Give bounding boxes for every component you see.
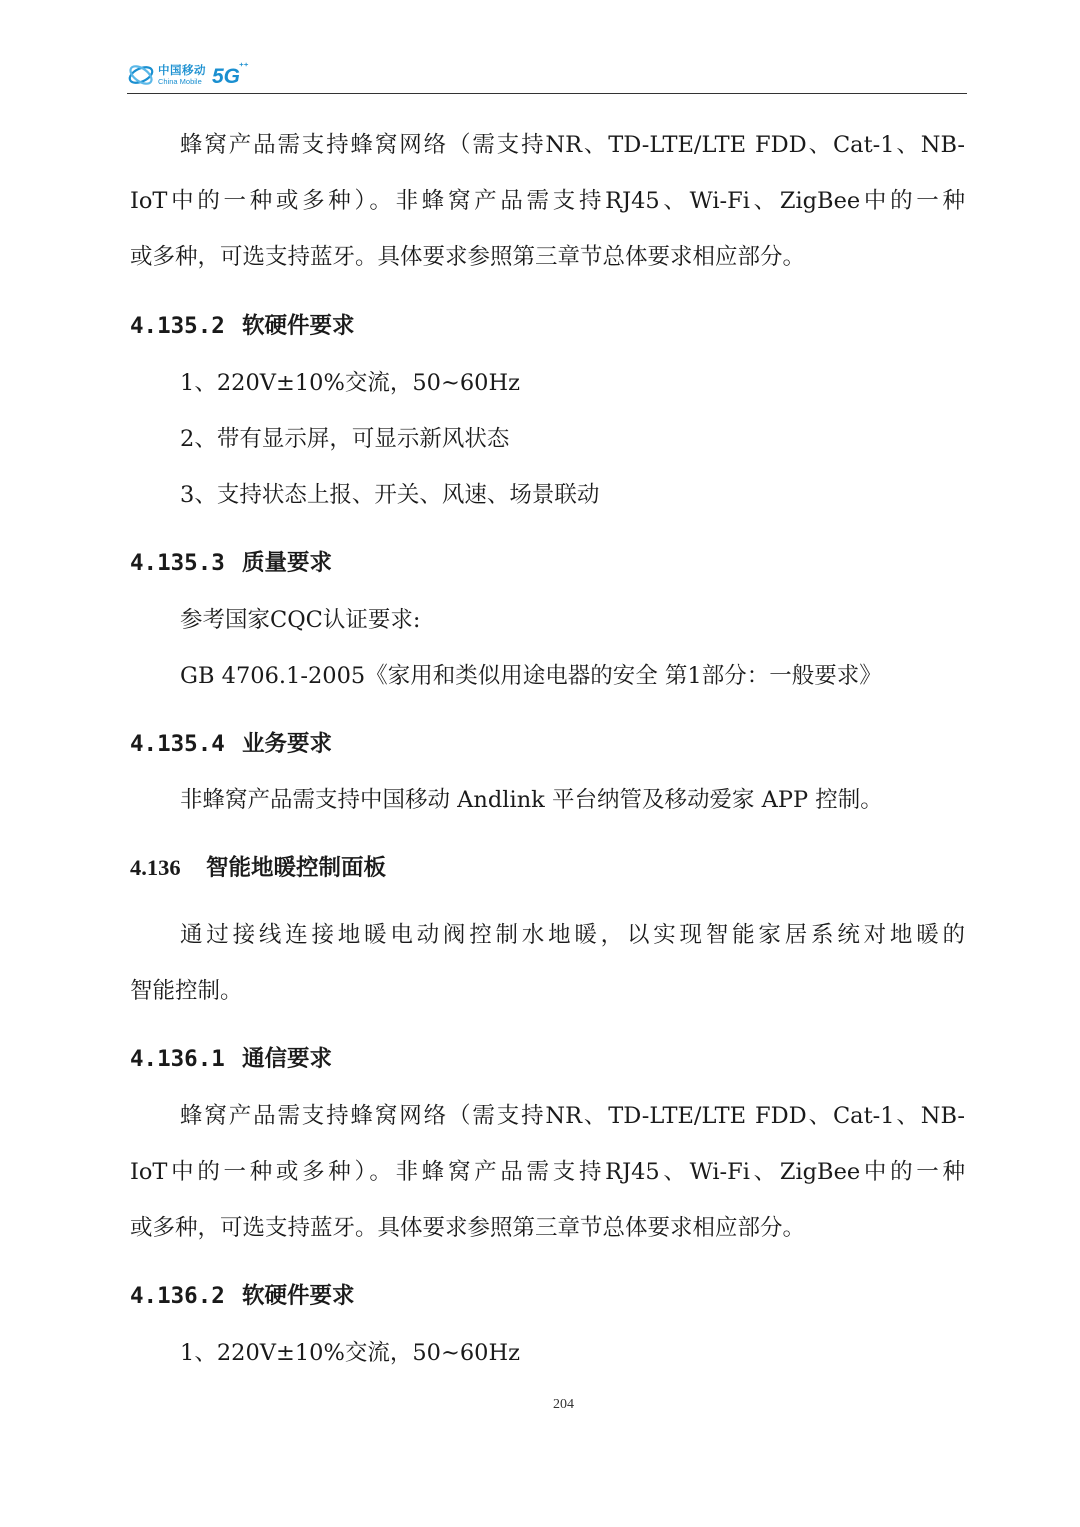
section-title: 通信要求 bbox=[242, 1046, 333, 1072]
list-item: 1、220V±10%交流，50~60Hz bbox=[180, 370, 520, 396]
header-divider bbox=[127, 93, 967, 94]
section-title: 质量要求 bbox=[242, 550, 333, 576]
section-number: 4.135.4 bbox=[130, 731, 225, 757]
list-item: 1、220V±10%交流，50~60Hz bbox=[180, 1340, 520, 1366]
china-mobile-mark-icon bbox=[127, 61, 155, 89]
section-heading-4-136-1 bbox=[130, 1044, 332, 1074]
logo-5g-plus: ⁺⁺ bbox=[239, 60, 249, 71]
paragraph-line: 智能控制。 bbox=[130, 978, 243, 1004]
section-title: 智能地暖控制面板 bbox=[206, 855, 387, 881]
china-mobile-logo bbox=[127, 58, 250, 92]
section-heading-4-136 bbox=[130, 853, 386, 883]
logo-5g-mark: 5G bbox=[212, 65, 241, 88]
logo-chinese-name: 中国移动 bbox=[158, 62, 206, 77]
section-title: 软硬件要求 bbox=[242, 1283, 355, 1309]
paragraph-line: GB 4706.1-2005《家用和类似用途电器的安全 第1部分：一般要求》 bbox=[180, 663, 882, 689]
logo-english-name: China Mobile bbox=[158, 77, 202, 86]
section-title: 业务要求 bbox=[242, 731, 333, 757]
section-number: 4.136.1 bbox=[130, 1046, 225, 1072]
section-title: 软硬件要求 bbox=[242, 313, 355, 339]
section-heading-4-135-3 bbox=[130, 548, 332, 578]
list-item: 2、带有显示屏，可显示新风状态 bbox=[180, 426, 510, 452]
paragraph-line: IoT中的一种或多种）。非蜂窝产品需支持RJ45、Wi-Fi、ZigBee中的一种 bbox=[130, 1159, 965, 1185]
section-number: 4.135.2 bbox=[130, 313, 225, 339]
paragraph-line: 通过接线连接地暖电动阀控制水地暖，以实现智能家居系统对地暖的 bbox=[180, 922, 965, 948]
paragraph-line: 蜂窝产品需支持蜂窝网络（需支持NR、TD-LTE/LTE FDD、Cat-1、NB- bbox=[180, 132, 965, 158]
section-number: 4.135.3 bbox=[130, 550, 225, 576]
paragraph-line: 或多种，可选支持蓝牙。具体要求参照第三章节总体要求相应部分。 bbox=[130, 244, 806, 270]
page-header bbox=[127, 58, 967, 94]
page-number: 204 bbox=[553, 1397, 574, 1412]
section-heading-4-135-2 bbox=[130, 311, 355, 341]
paragraph-line: 非蜂窝产品需支持中国移动 Andlink 平台纳管及移动爱家 APP 控制。 bbox=[180, 787, 883, 813]
section-heading-4-135-4 bbox=[130, 729, 332, 759]
paragraph-line: IoT中的一种或多种）。非蜂窝产品需支持RJ45、Wi-Fi、ZigBee中的一种 bbox=[130, 188, 965, 214]
section-number: 4.136.2 bbox=[130, 1283, 225, 1309]
section-number: 4.136 bbox=[130, 855, 181, 880]
paragraph-line: 或多种，可选支持蓝牙。具体要求参照第三章节总体要求相应部分。 bbox=[130, 1215, 806, 1241]
section-heading-4-136-2 bbox=[130, 1281, 355, 1311]
paragraph-line: 参考国家CQC认证要求: bbox=[180, 607, 421, 633]
list-item: 3、支持状态上报、开关、风速、场景联动 bbox=[180, 482, 600, 508]
paragraph-line: 蜂窝产品需支持蜂窝网络（需支持NR、TD-LTE/LTE FDD、Cat-1、NB- bbox=[180, 1103, 965, 1129]
